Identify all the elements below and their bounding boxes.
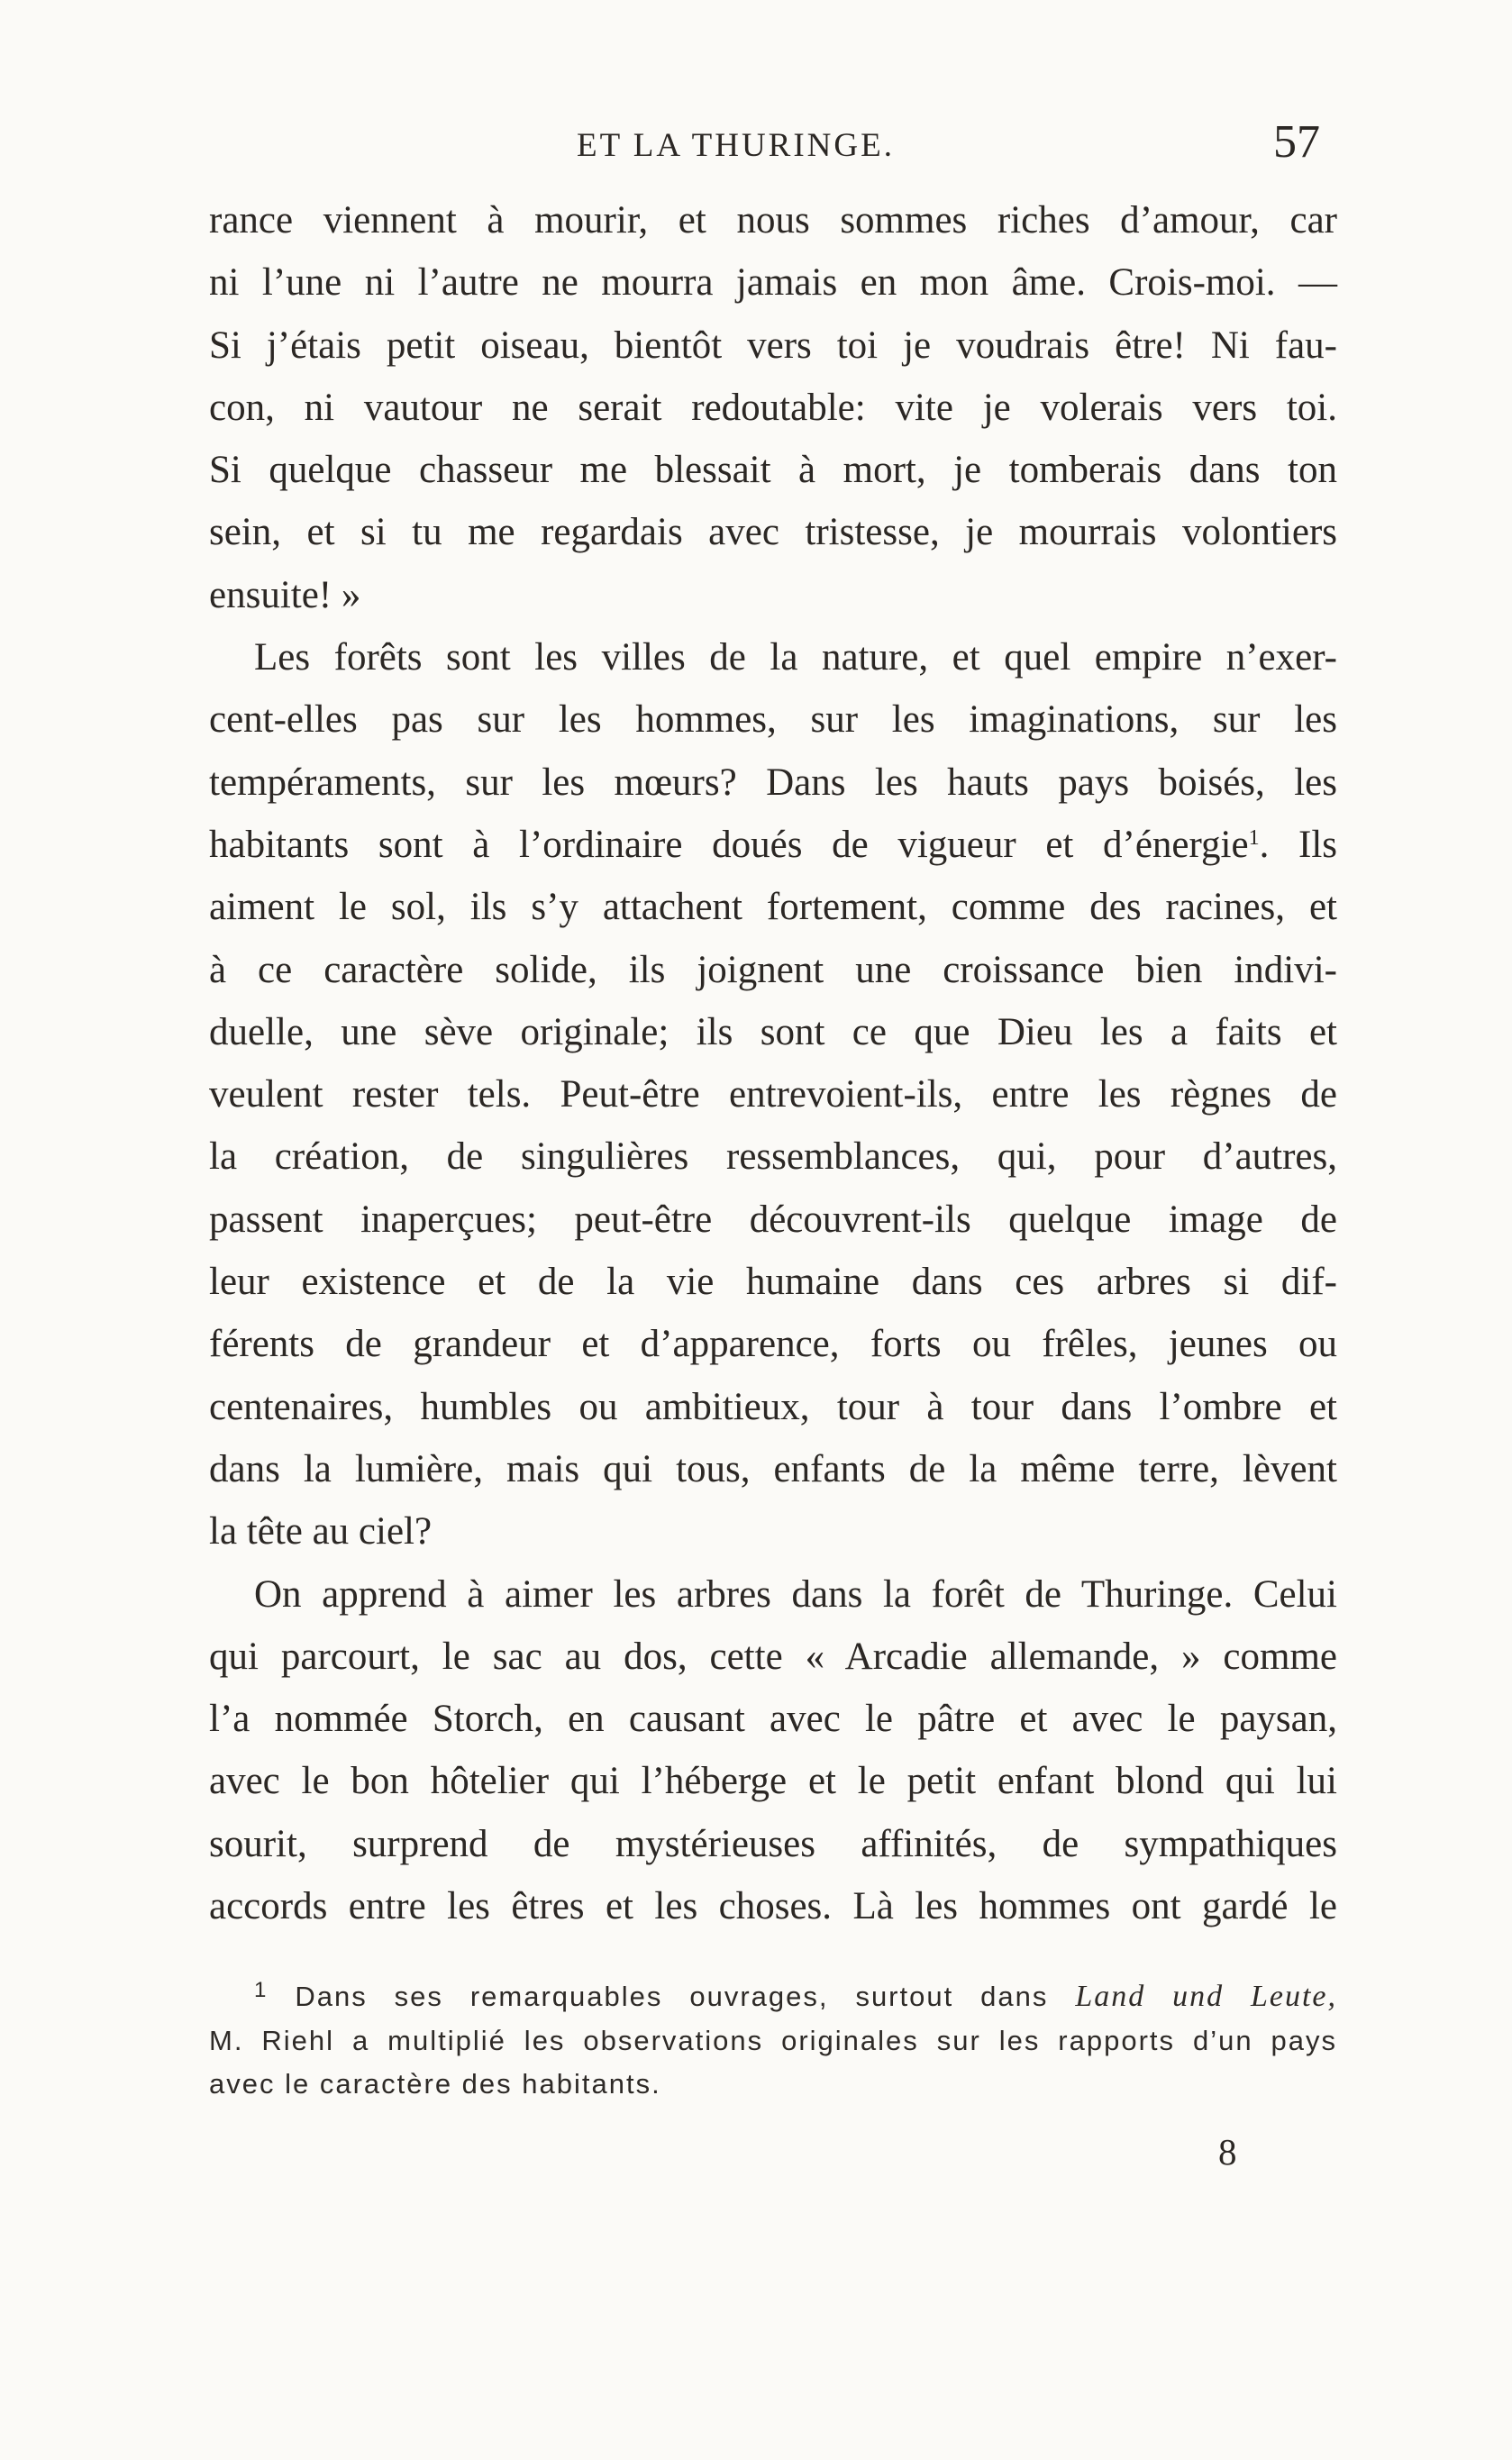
footnote-number: 1 [254,1978,269,2002]
text-line: aiment le sol, ils s’y attachent fortement, comme des racines, et [209,886,1337,929]
text-fragment: . Ils [1259,823,1337,866]
footnote-line [209,1975,1337,2019]
text-line: Si j’étais petit oiseau, bientôt vers toi je voudrais être! Ni fau- [209,323,1337,367]
text-line: veulent rester tels. Peut-être entrevoient-ils, entre les règnes de [209,1073,1337,1116]
footnote-line: avec le caractère des habitants. [209,2068,661,2100]
text-line: sourit, surprend de mystérieuses affinités, de sympathiques [209,1822,1337,1865]
text-line: ni l’une ni l’autre ne mourra jamais en mon âme. Crois-moi. — [209,261,1337,305]
text-line: cent-elles pas sur les hommes, sur les imaginations, sur les [209,698,1337,742]
running-title: ET LA THURINGE. [577,127,895,164]
text-line: l’a nommée Storch, en causant avec le pâtre et avec le paysan, [209,1698,1337,1741]
text-line-with-footnote [209,814,1337,876]
text-line: sein, et si tu me regardais avec tristesse, je mourrais volontiers [209,511,1337,554]
footnote-text: Dans ses remarquables ouvrages, surtout dans [295,1981,1049,2012]
text-line: centenaires, humbles ou ambitieux, tour à tour dans l’ombre et [209,1385,1337,1428]
text-line: dans la lumière, mais qui tous, enfants de la même terre, lèvent [209,1447,1337,1490]
text-line: accords entre les êtres et les choses. Là les hommes ont gardé le [209,1885,1337,1928]
signature-mark: 8 [1218,2131,1237,2173]
text-line: passent inaperçues; peut-être découvrent-ils quelque image de [209,1198,1337,1241]
text-line: avec le bon hôtelier qui l’héberge et le petit enfant blond qui lui [209,1760,1337,1803]
text-line: On apprend à aimer les arbres dans la forêt de Thuringe. Celui [254,1572,1337,1616]
text-line: férents de grandeur et d’apparence, forts ou frêles, jeunes ou [209,1323,1337,1366]
text-line: qui parcourt, le sac au dos, cette « Arcadie allemande, » comme [209,1635,1337,1678]
footnote [209,1975,1337,2107]
text-line: rance viennent à mourir, et nous sommes riches d’amour, car [209,199,1337,241]
text-line: ensuite! » [209,573,361,616]
text-line: duelle, une sève originale; ils sont ce que Dieu les a faits et [209,1010,1337,1053]
text-line: Si quelque chasseur me blessait à mort, je tomberais dans ton [209,449,1337,492]
text-line: tempéraments, sur les mœurs? Dans les hauts pays boisés, les [209,761,1337,804]
text-line: leur existence et de la vie humaine dans ces arbres si dif- [209,1261,1337,1304]
page-number: 57 [1273,116,1320,168]
text-fragment: habitants sont à l’ordinaire doués de vigueur et d’énergie [209,823,1249,866]
text-line: à ce caractère solide, ils joignent une croissance bien indivi- [209,948,1337,991]
body-text [209,189,1337,1937]
text-line: con, ni vautour ne serait redoutable: vite je volerais vers toi. [209,386,1337,429]
footnote-marker: 1 [1248,825,1260,850]
text-line: la tête au ciel? [209,1510,433,1553]
text-line: Les forêts sont les villes de la nature, et quel empire n’exer- [254,636,1337,679]
text-line: la création, de singulières ressemblances, qui, pour d’autres, [209,1135,1337,1179]
footnote-book-title: Land und Leute, [1075,1980,1337,2013]
footnote-line: M. Riehl a multiplié les observations originales sur les rapports d’un pays [209,2024,1337,2056]
